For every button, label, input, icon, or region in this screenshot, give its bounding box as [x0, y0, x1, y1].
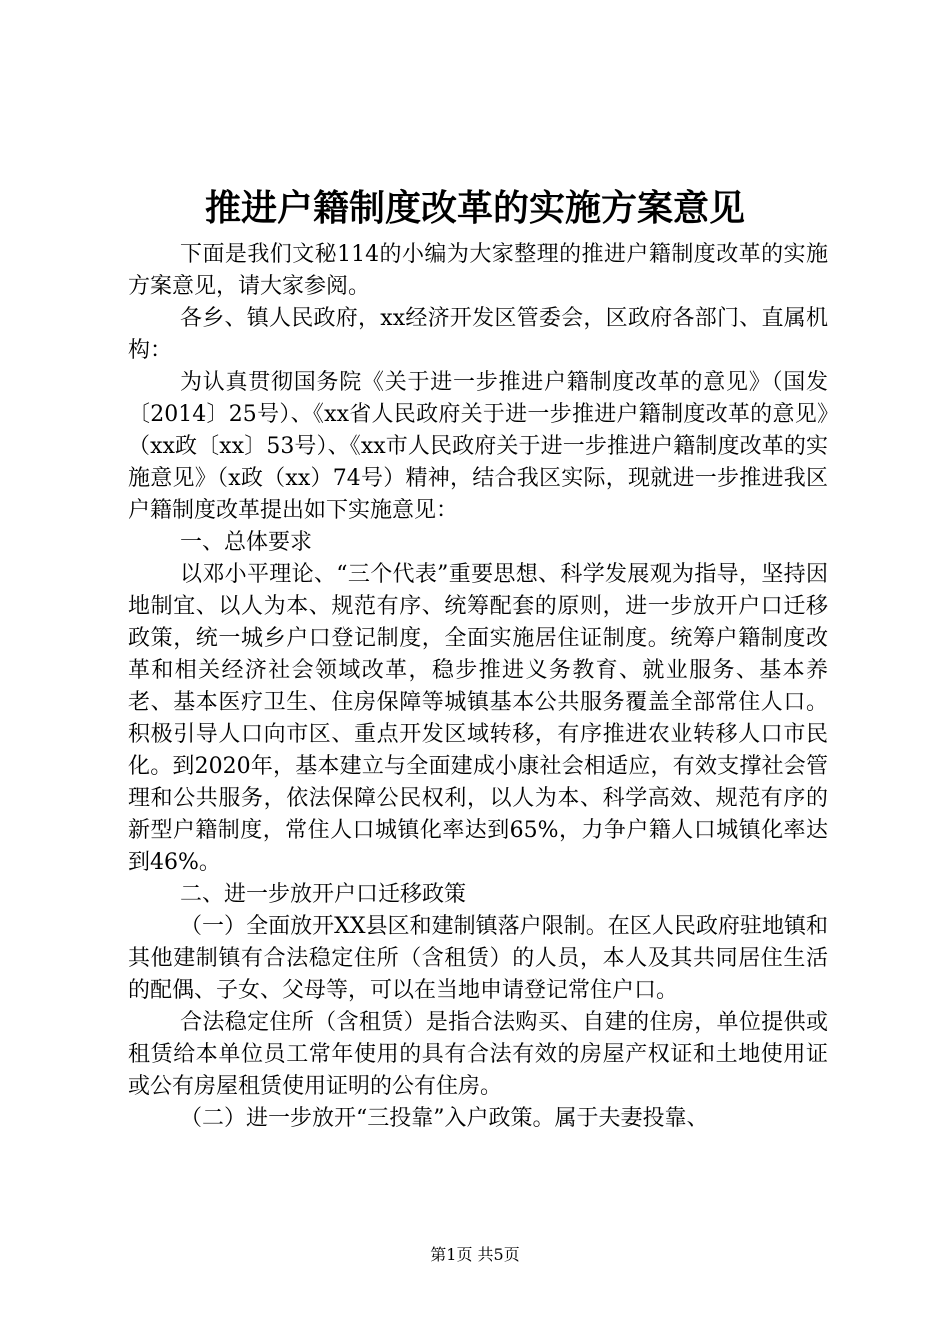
- paragraph-item-1: （一）全面放开XX县区和建制镇落户限制。在区人民政府驻地镇和其他建制镇有合法稳定住所（含租赁）的人员，本人及其共同居住生活的配偶、子女、父母等，可以在当地申请登记常住户口。: [128, 914, 828, 1003]
- paragraph-item-2: （二）进一步放开“三投靠”入户政策。属于夫妻投靠、: [180, 1106, 709, 1131]
- page-footer: 第1页 共5页: [430, 1245, 520, 1264]
- paragraph-stable-residence-definition: 合法稳定住所（含租赁）是指合法购买、自建的住房，单位提供或租赁给本单位员工常年使用的具有合法有效的房屋产权证和土地使用证或公有房屋租赁使用证明的公有住房。: [128, 1010, 828, 1099]
- paragraph-addressees: 各乡、镇人民政府，xx经济开发区管委会，区政府各部门、直属机构：: [128, 306, 828, 363]
- document-title: 推进户籍制度改革的实施方案意见: [204, 187, 745, 229]
- paragraph-intro: 下面是我们文秘114的小编为大家整理的推进户籍制度改革的实施方案意见，请大家参阅。: [128, 242, 828, 299]
- paragraph-general-requirements: 以邓小平理论、“三个代表”重要思想、科学发展观为指导，坚持因地制宜、以人为本、规范有序、统筹配套的原则，进一步放开户口迁移政策，统一城乡户口登记制度，全面实施居住证制度。统筹户籍制度改革和相关经济社会领域改革，稳步推进义务教育、就业服务、基本养老、基本医疗卫生、住房保障等城镇基本公共服务覆盖全部常住人口。积极引导人口向市区、重点开发区域转移，有序推进农业转移人口市民化。到2020年，基本建立与全面建成小康社会相适应，有效支撑社会管理和公共服务，依法保障公民权利，以人为本、科学高效、规范有序的新型户籍制度，常住人口城镇化率达到65%，力争户籍人口城镇化率达到46%。: [128, 562, 828, 875]
- document-body: [128, 239, 828, 1135]
- section-heading-migration-policy: 二、进一步放开户口迁移政策: [180, 882, 467, 907]
- paragraph-purpose: 为认真贯彻国务院《关于进一步推进户籍制度改革的意见》（国发〔2014〕25号）、《xx省人民政府关于进一步推进户籍制度改革的意见》（xx政〔xx〕53号）、《xx市人民政府关于进一步推进户籍制度改革的实施意见》（x政（xx）74号）精神，结合我区实际，现就进一步推进我区户籍制度改革提出如下实施意见：: [128, 370, 828, 523]
- section-heading-general-requirements: 一、总体要求: [180, 530, 313, 555]
